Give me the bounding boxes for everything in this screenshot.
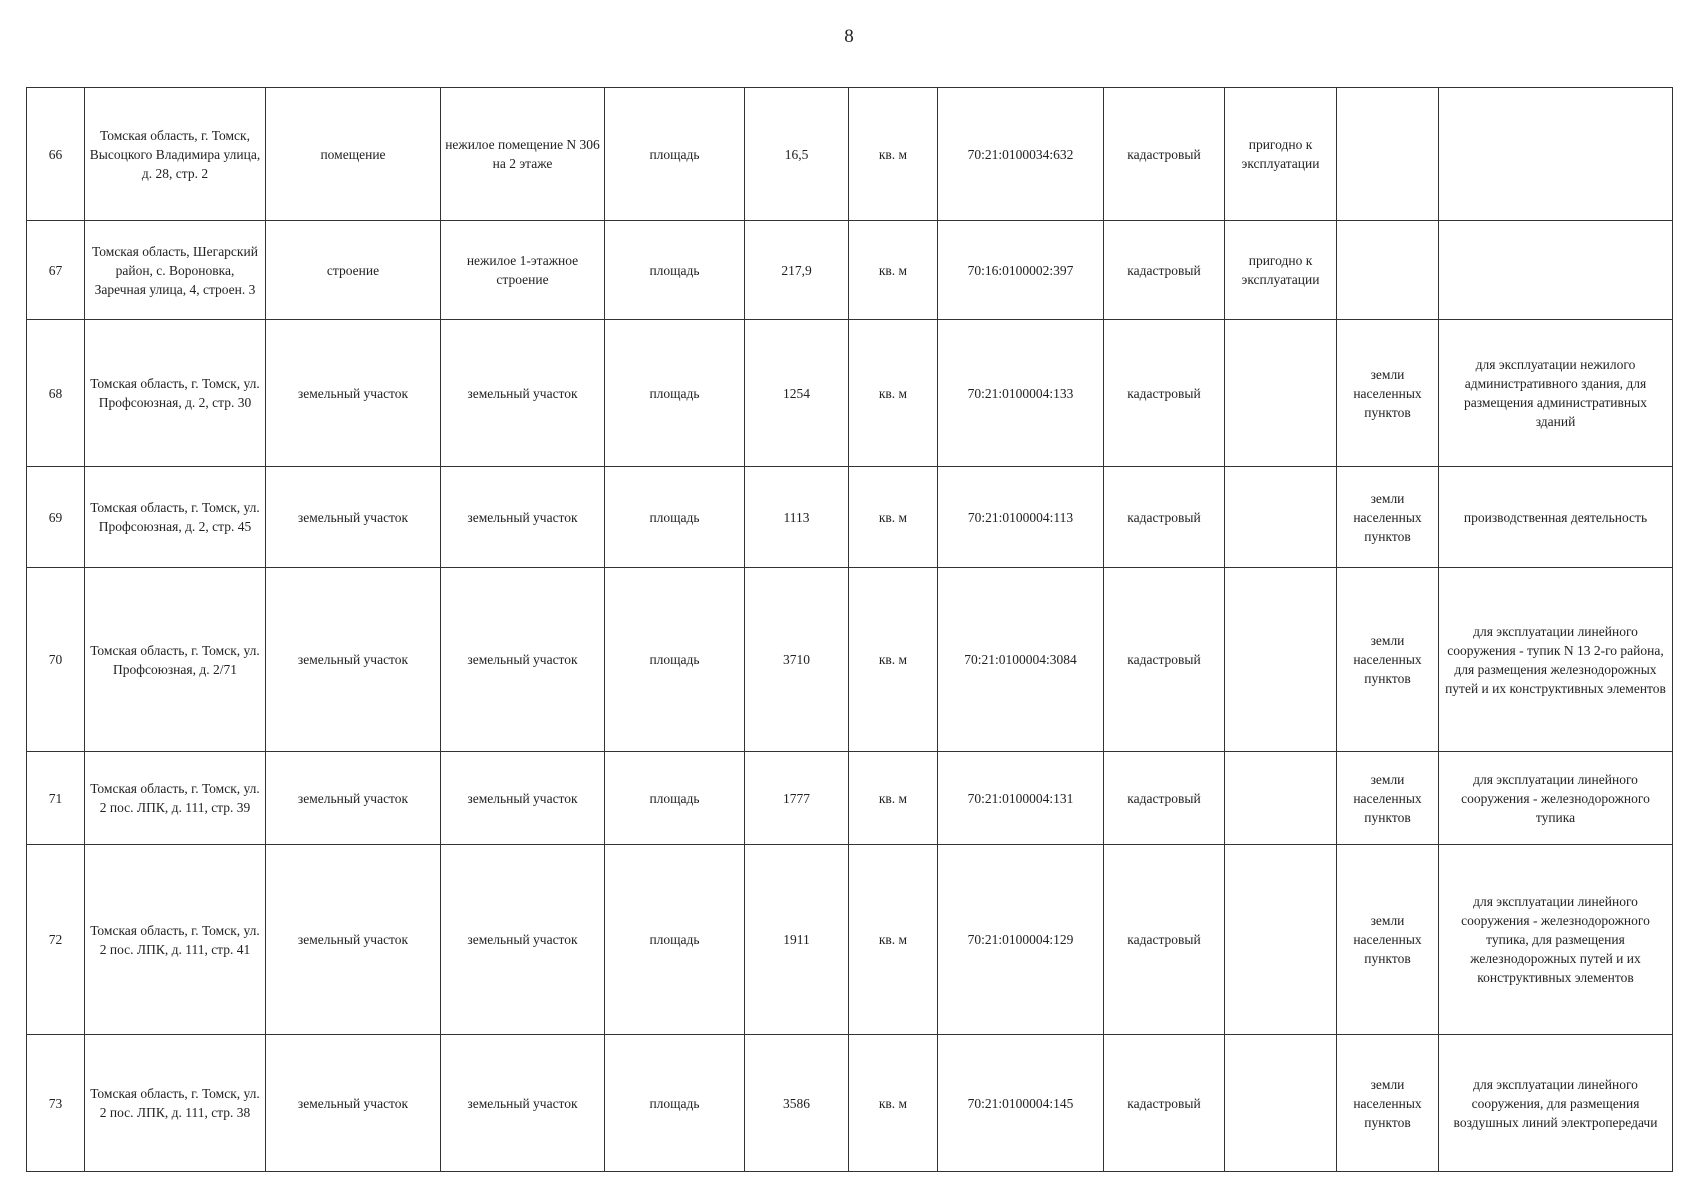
parameter-cell: площадь [605, 1035, 745, 1172]
value-cell: 1777 [745, 752, 849, 845]
unit-cell: кв. м [849, 752, 938, 845]
value-cell: 1911 [745, 845, 849, 1035]
address-cell: Томская область, г. Томск, ул. Профсоюзная, д. 2, стр. 30 [85, 320, 266, 467]
table-row [27, 845, 1673, 1035]
object-type-cell: земельный участок [266, 1035, 441, 1172]
unit-cell: кв. м [849, 568, 938, 752]
land-category-cell: земли населенных пунктов [1337, 752, 1439, 845]
object-type-cell: земельный участок [266, 320, 441, 467]
parameter-cell: площадь [605, 221, 745, 320]
condition-cell [1225, 845, 1337, 1035]
condition-cell: пригодно к эксплуатации [1225, 88, 1337, 221]
condition-cell [1225, 320, 1337, 467]
unit-cell: кв. м [849, 221, 938, 320]
address-cell: Томская область, г. Томск, ул. 2 пос. ЛПК, д. 111, стр. 38 [85, 1035, 266, 1172]
parameter-cell: площадь [605, 752, 745, 845]
land-category-cell: земли населенных пунктов [1337, 845, 1439, 1035]
condition-cell [1225, 467, 1337, 568]
parameter-cell: площадь [605, 320, 745, 467]
row-number-cell: 72 [27, 845, 85, 1035]
object-name-cell: земельный участок [441, 845, 605, 1035]
number-type-cell: кадастровый [1104, 320, 1225, 467]
condition-cell [1225, 568, 1337, 752]
unit-cell: кв. м [849, 88, 938, 221]
number-type-cell: кадастровый [1104, 568, 1225, 752]
table-row [27, 320, 1673, 467]
row-number-cell: 68 [27, 320, 85, 467]
object-type-cell: земельный участок [266, 568, 441, 752]
object-name-cell: земельный участок [441, 752, 605, 845]
value-cell: 217,9 [745, 221, 849, 320]
page-number: 8 [844, 26, 854, 47]
usage-cell [1439, 221, 1673, 320]
land-category-cell: земли населенных пунктов [1337, 467, 1439, 568]
cadastral-number-cell: 70:21:0100004:131 [938, 752, 1104, 845]
object-type-cell: строение [266, 221, 441, 320]
address-cell: Томская область, г. Томск, ул. Профсоюзная, д. 2, стр. 45 [85, 467, 266, 568]
usage-cell: для эксплуатации линейного сооружения - железнодорожного тупика [1439, 752, 1673, 845]
row-number-cell: 70 [27, 568, 85, 752]
parameter-cell: площадь [605, 467, 745, 568]
usage-cell: для эксплуатации линейного сооружения - железнодорожного тупика, для размещения железнодорожных путей и их конструктивных элементов [1439, 845, 1673, 1035]
condition-cell: пригодно к эксплуатации [1225, 221, 1337, 320]
land-category-cell [1337, 221, 1439, 320]
unit-cell: кв. м [849, 320, 938, 467]
value-cell: 1254 [745, 320, 849, 467]
usage-cell: для эксплуатации нежилого административного здания, для размещения административных зданий [1439, 320, 1673, 467]
object-name-cell: земельный участок [441, 467, 605, 568]
cadastral-number-cell: 70:21:0100004:3084 [938, 568, 1104, 752]
number-type-cell: кадастровый [1104, 1035, 1225, 1172]
object-name-cell: земельный участок [441, 320, 605, 467]
value-cell: 3710 [745, 568, 849, 752]
usage-cell: производственная деятельность [1439, 467, 1673, 568]
row-number-cell: 71 [27, 752, 85, 845]
object-name-cell: земельный участок [441, 568, 605, 752]
land-category-cell: земли населенных пунктов [1337, 320, 1439, 467]
address-cell: Томская область, г. Томск, ул. Профсоюзная, д. 2/71 [85, 568, 266, 752]
value-cell: 1113 [745, 467, 849, 568]
table-row [27, 467, 1673, 568]
table-row [27, 752, 1673, 845]
usage-cell: для эксплуатации линейного сооружения, для размещения воздушных линий электропередачи [1439, 1035, 1673, 1172]
value-cell: 16,5 [745, 88, 849, 221]
object-name-cell: нежилое 1-этажное строение [441, 221, 605, 320]
number-type-cell: кадастровый [1104, 845, 1225, 1035]
cadastral-number-cell: 70:21:0100034:632 [938, 88, 1104, 221]
parameter-cell: площадь [605, 568, 745, 752]
unit-cell: кв. м [849, 467, 938, 568]
address-cell: Томская область, г. Томск, Высоцкого Владимира улица, д. 28, стр. 2 [85, 88, 266, 221]
object-type-cell: земельный участок [266, 752, 441, 845]
object-name-cell: нежилое помещение N 306 на 2 этаже [441, 88, 605, 221]
cadastral-number-cell: 70:16:0100002:397 [938, 221, 1104, 320]
cadastral-number-cell: 70:21:0100004:129 [938, 845, 1104, 1035]
usage-cell: для эксплуатации линейного сооружения - тупик N 13 2-го района, для размещения железнодорожных путей и их конструктивных элементов [1439, 568, 1673, 752]
address-cell: Томская область, Шегарский район, с. Вороновка, Заречная улица, 4, строен. 3 [85, 221, 266, 320]
land-category-cell [1337, 88, 1439, 221]
table-row [27, 88, 1673, 221]
row-number-cell: 73 [27, 1035, 85, 1172]
parameter-cell: площадь [605, 88, 745, 221]
value-cell: 3586 [745, 1035, 849, 1172]
object-type-cell: земельный участок [266, 845, 441, 1035]
row-number-cell: 66 [27, 88, 85, 221]
usage-cell [1439, 88, 1673, 221]
number-type-cell: кадастровый [1104, 221, 1225, 320]
row-number-cell: 69 [27, 467, 85, 568]
object-type-cell: земельный участок [266, 467, 441, 568]
table-row [27, 1035, 1673, 1172]
condition-cell [1225, 752, 1337, 845]
address-cell: Томская область, г. Томск, ул. 2 пос. ЛПК, д. 111, стр. 39 [85, 752, 266, 845]
property-registry-table [26, 87, 1673, 1172]
object-name-cell: земельный участок [441, 1035, 605, 1172]
table-row [27, 221, 1673, 320]
land-category-cell: земли населенных пунктов [1337, 568, 1439, 752]
number-type-cell: кадастровый [1104, 752, 1225, 845]
unit-cell: кв. м [849, 845, 938, 1035]
object-type-cell: помещение [266, 88, 441, 221]
land-category-cell: земли населенных пунктов [1337, 1035, 1439, 1172]
condition-cell [1225, 1035, 1337, 1172]
row-number-cell: 67 [27, 221, 85, 320]
parameter-cell: площадь [605, 845, 745, 1035]
cadastral-number-cell: 70:21:0100004:145 [938, 1035, 1104, 1172]
number-type-cell: кадастровый [1104, 88, 1225, 221]
table-row [27, 568, 1673, 752]
unit-cell: кв. м [849, 1035, 938, 1172]
cadastral-number-cell: 70:21:0100004:113 [938, 467, 1104, 568]
number-type-cell: кадастровый [1104, 467, 1225, 568]
address-cell: Томская область, г. Томск, ул. 2 пос. ЛПК, д. 111, стр. 41 [85, 845, 266, 1035]
cadastral-number-cell: 70:21:0100004:133 [938, 320, 1104, 467]
